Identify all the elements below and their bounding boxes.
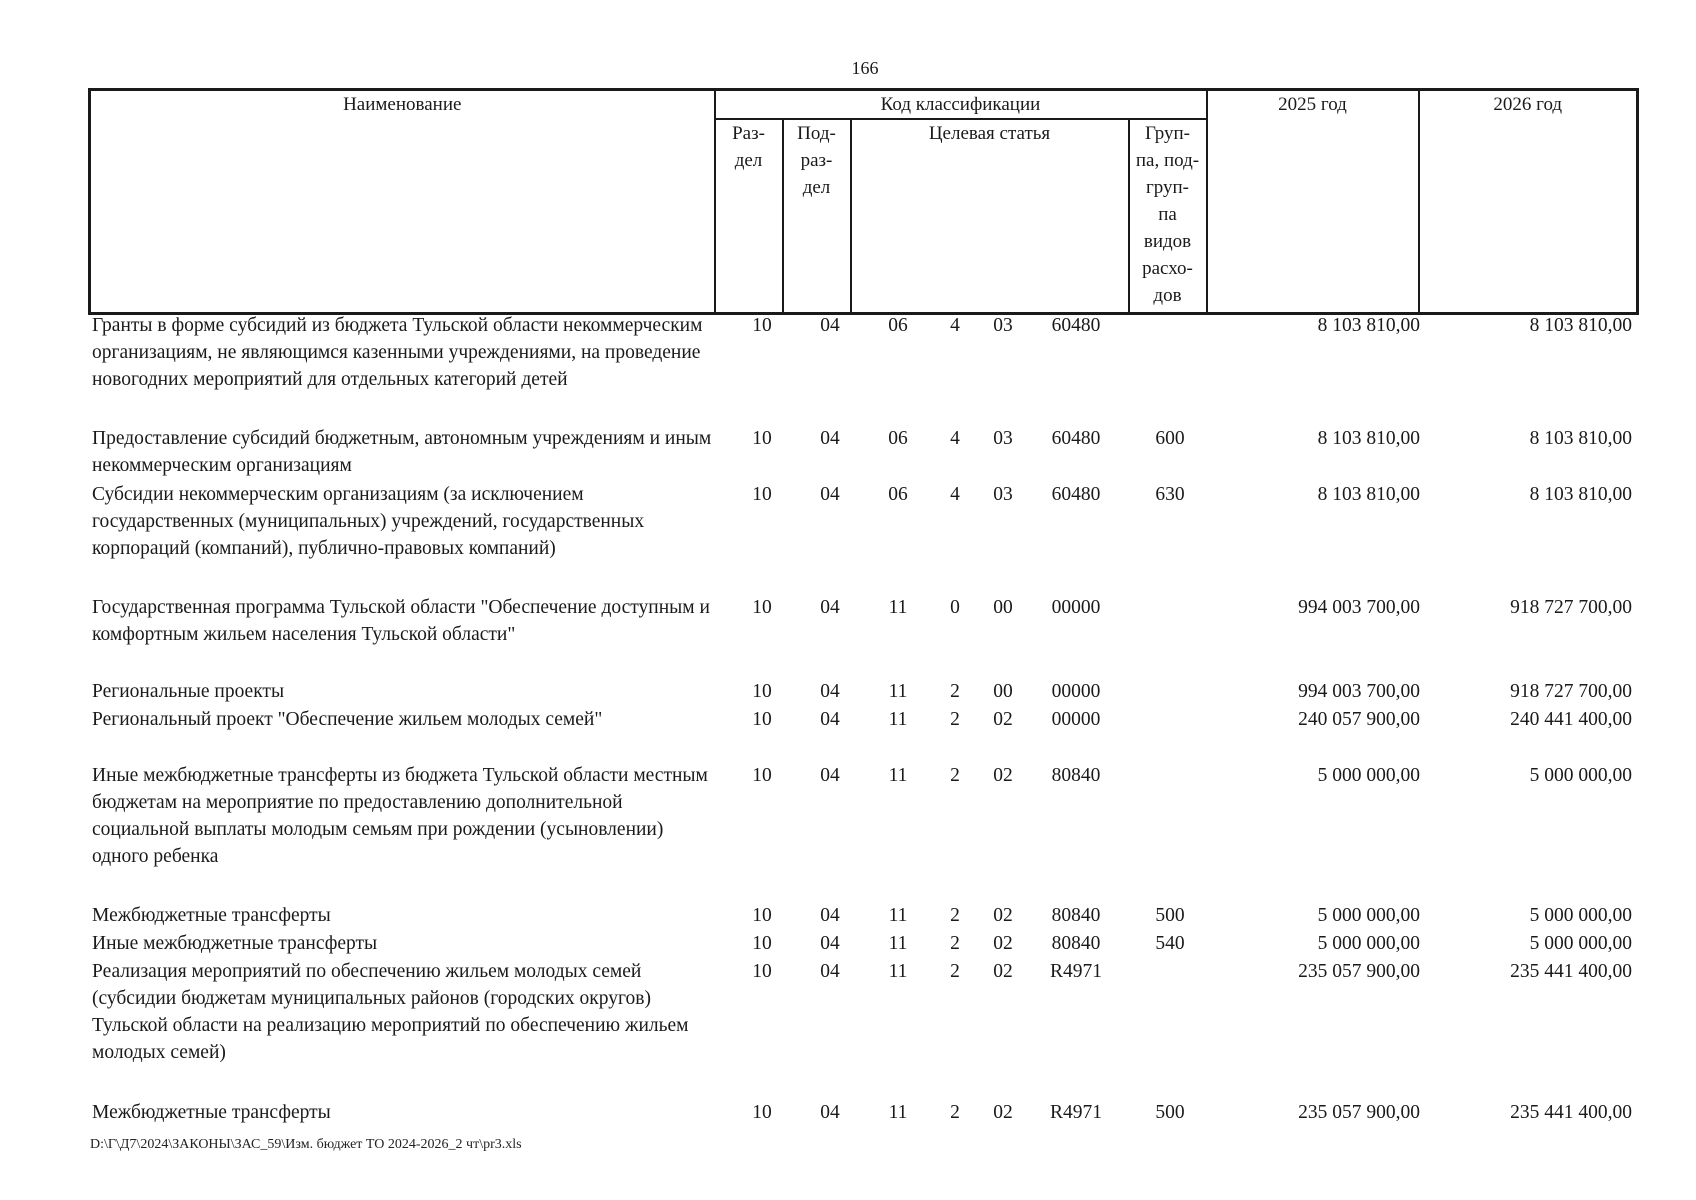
row-main-event: 02: [993, 765, 1013, 786]
table-row: [88, 930, 1636, 958]
row-expense-direction: 80840: [1051, 765, 1101, 786]
row-podrazdel: 04: [820, 428, 840, 449]
row-expense-direction: 00000: [1051, 597, 1101, 618]
row-amount-2025: 5 000 000,00: [1317, 765, 1420, 786]
header-razdel: Раз- дел: [715, 119, 783, 313]
row-amount-2025: 235 057 900,00: [1298, 1102, 1420, 1123]
row-razdel: 10: [752, 933, 772, 954]
row-expense-direction: 60480: [1051, 428, 1101, 449]
header-code-group: Код классификации: [715, 90, 1207, 120]
row-expense-direction: 00000: [1051, 681, 1101, 702]
row-razdel: 10: [752, 484, 772, 505]
row-subprogram: 2: [950, 961, 960, 982]
row-amount-2025: 240 057 900,00: [1298, 709, 1420, 730]
row-main-event: 02: [993, 1102, 1013, 1123]
row-program: 11: [888, 709, 908, 730]
row-razdel: 10: [752, 315, 772, 336]
row-subprogram: 2: [950, 905, 960, 926]
row-amount-2025: 8 103 810,00: [1317, 428, 1420, 449]
row-name: Межбюджетные трансферты: [92, 905, 331, 926]
row-expense-type: 630: [1155, 484, 1185, 505]
header-expense-group: Груп- па, под- груп- па видов расхо- дов: [1129, 119, 1207, 313]
row-name: Реализация мероприятий по обеспечению жильем молодых семей (субсидии бюджетам муниципальных районов (городских округов) Тульской области на реализацию мероприятий по обеспечению жильем молодых семей): [92, 961, 689, 1063]
row-subprogram: 2: [950, 765, 960, 786]
row-amount-2026: 5 000 000,00: [1529, 905, 1632, 926]
row-amount-2025: 235 057 900,00: [1298, 961, 1420, 982]
table-row: [88, 1099, 1636, 1127]
row-name: Гранты в форме субсидий из бюджета Тульской области некоммерческим организациям, не являющимся казенными учреждениями, на проведение новогодних мероприятий для отдельных категорий детей: [92, 315, 703, 390]
row-expense-direction: 00000: [1051, 709, 1101, 730]
row-podrazdel: 04: [820, 597, 840, 618]
row-expense-direction: 80840: [1051, 905, 1101, 926]
row-expense-type: 540: [1155, 933, 1185, 954]
row-expense-direction: R4971: [1049, 961, 1102, 982]
row-razdel: 10: [752, 961, 772, 982]
row-name: Межбюджетные трансферты: [92, 1102, 331, 1123]
row-amount-2026: 235 441 400,00: [1510, 1102, 1632, 1123]
row-amount-2026: 240 441 400,00: [1510, 709, 1632, 730]
row-main-event: 02: [993, 933, 1013, 954]
row-program: 11: [888, 765, 908, 786]
row-podrazdel: 04: [820, 961, 840, 982]
row-expense-type: 600: [1155, 428, 1185, 449]
row-program: 11: [888, 597, 908, 618]
row-main-event: 00: [993, 597, 1013, 618]
row-subprogram: 2: [950, 709, 960, 730]
row-name: Иные межбюджетные трансферты из бюджета Тульской области местным бюджетам на мероприятие по предоставлению дополнительной социальной выплаты молодым семьям при рождении (усыновлении) одного ребенка: [92, 765, 708, 867]
row-amount-2025: 8 103 810,00: [1317, 484, 1420, 505]
row-subprogram: 2: [950, 933, 960, 954]
row-amount-2025: 994 003 700,00: [1298, 597, 1420, 618]
row-program: 11: [888, 681, 908, 702]
row-amount-2026: 8 103 810,00: [1529, 428, 1632, 449]
row-podrazdel: 04: [820, 905, 840, 926]
table-row: [88, 762, 1636, 902]
row-podrazdel: 04: [820, 681, 840, 702]
row-expense-direction: 60480: [1051, 315, 1101, 336]
row-amount-2026: 235 441 400,00: [1510, 961, 1632, 982]
row-expense-direction: R4971: [1049, 1102, 1102, 1123]
table-row: [88, 312, 1636, 425]
row-subprogram: 2: [950, 1102, 960, 1123]
row-amount-2025: 8 103 810,00: [1317, 315, 1420, 336]
row-main-event: 03: [993, 315, 1013, 336]
row-razdel: 10: [752, 428, 772, 449]
row-expense-direction: 60480: [1051, 484, 1101, 505]
row-program: 11: [888, 933, 908, 954]
row-amount-2025: 5 000 000,00: [1317, 933, 1420, 954]
row-subprogram: 4: [950, 315, 960, 336]
header-name: Наименование: [90, 90, 715, 314]
row-amount-2026: 5 000 000,00: [1529, 765, 1632, 786]
header-year-2025: 2025 год: [1207, 90, 1419, 314]
row-name: Региональные проекты: [92, 681, 285, 702]
row-subprogram: 2: [950, 681, 960, 702]
row-amount-2026: 918 727 700,00: [1510, 597, 1632, 618]
file-path-footer: D:\Г\Д7\2024\ЗАКОНЫ\ЗАС_59\Изм. бюджет ТО 2024-2026_2 чт\pr3.xls: [90, 1137, 522, 1152]
row-subprogram: 0: [950, 597, 960, 618]
row-razdel: 10: [752, 709, 772, 730]
row-expense-direction: 80840: [1051, 933, 1101, 954]
row-podrazdel: 04: [820, 484, 840, 505]
row-razdel: 10: [752, 681, 772, 702]
row-razdel: 10: [752, 905, 772, 926]
row-podrazdel: 04: [820, 933, 840, 954]
row-podrazdel: 04: [820, 315, 840, 336]
row-amount-2026: 5 000 000,00: [1529, 933, 1632, 954]
row-program: 06: [888, 484, 908, 505]
row-main-event: 00: [993, 681, 1013, 702]
row-amount-2025: 5 000 000,00: [1317, 905, 1420, 926]
row-main-event: 03: [993, 428, 1013, 449]
row-expense-type: 500: [1155, 1102, 1185, 1123]
table-row: [88, 902, 1636, 930]
row-razdel: 10: [752, 1102, 772, 1123]
row-amount-2026: 8 103 810,00: [1529, 484, 1632, 505]
row-main-event: 02: [993, 961, 1013, 982]
header-target-article: Целевая статья: [851, 119, 1129, 313]
page-number: 166: [851, 58, 879, 78]
row-podrazdel: 04: [820, 765, 840, 786]
row-name: Предоставление субсидий бюджетным, автономным учреждениям и иным некоммерческим организациям: [92, 428, 712, 476]
row-subprogram: 4: [950, 428, 960, 449]
header-podrazdel: Под- раз- дел: [783, 119, 851, 313]
row-razdel: 10: [752, 597, 772, 618]
row-expense-type: 500: [1155, 905, 1185, 926]
table-row: [88, 958, 1636, 1099]
row-podrazdel: 04: [820, 1102, 840, 1123]
row-program: 11: [888, 1102, 908, 1123]
row-amount-2026: 8 103 810,00: [1529, 315, 1632, 336]
row-amount-2026: 918 727 700,00: [1510, 681, 1632, 702]
table-body: [88, 312, 1636, 1127]
row-main-event: 02: [993, 905, 1013, 926]
row-name: Государственная программа Тульской области "Обеспечение доступным и комфортным жильем населения Тульской области": [92, 597, 710, 645]
row-program: 06: [888, 315, 908, 336]
row-name: Субсидии некоммерческим организациям (за исключением государственных (муниципальных) учреждений, государственных корпораций (компаний), публично-правовых компаний): [92, 484, 645, 559]
table-row: [88, 706, 1636, 762]
row-podrazdel: 04: [820, 709, 840, 730]
row-program: 11: [888, 905, 908, 926]
row-name: Региональный проект "Обеспечение жильем молодых семей": [92, 709, 603, 730]
header-year-2026: 2026 год: [1419, 90, 1638, 314]
row-name: Иные межбюджетные трансферты: [92, 933, 378, 954]
row-amount-2025: 994 003 700,00: [1298, 681, 1420, 702]
row-subprogram: 4: [950, 484, 960, 505]
row-razdel: 10: [752, 765, 772, 786]
table-header: [88, 88, 1639, 315]
row-program: 11: [888, 961, 908, 982]
row-main-event: 03: [993, 484, 1013, 505]
table-row: [88, 594, 1636, 678]
row-program: 06: [888, 428, 908, 449]
table-row: [88, 481, 1636, 594]
table-row: [88, 425, 1636, 481]
table-row: [88, 678, 1636, 706]
row-main-event: 02: [993, 709, 1013, 730]
